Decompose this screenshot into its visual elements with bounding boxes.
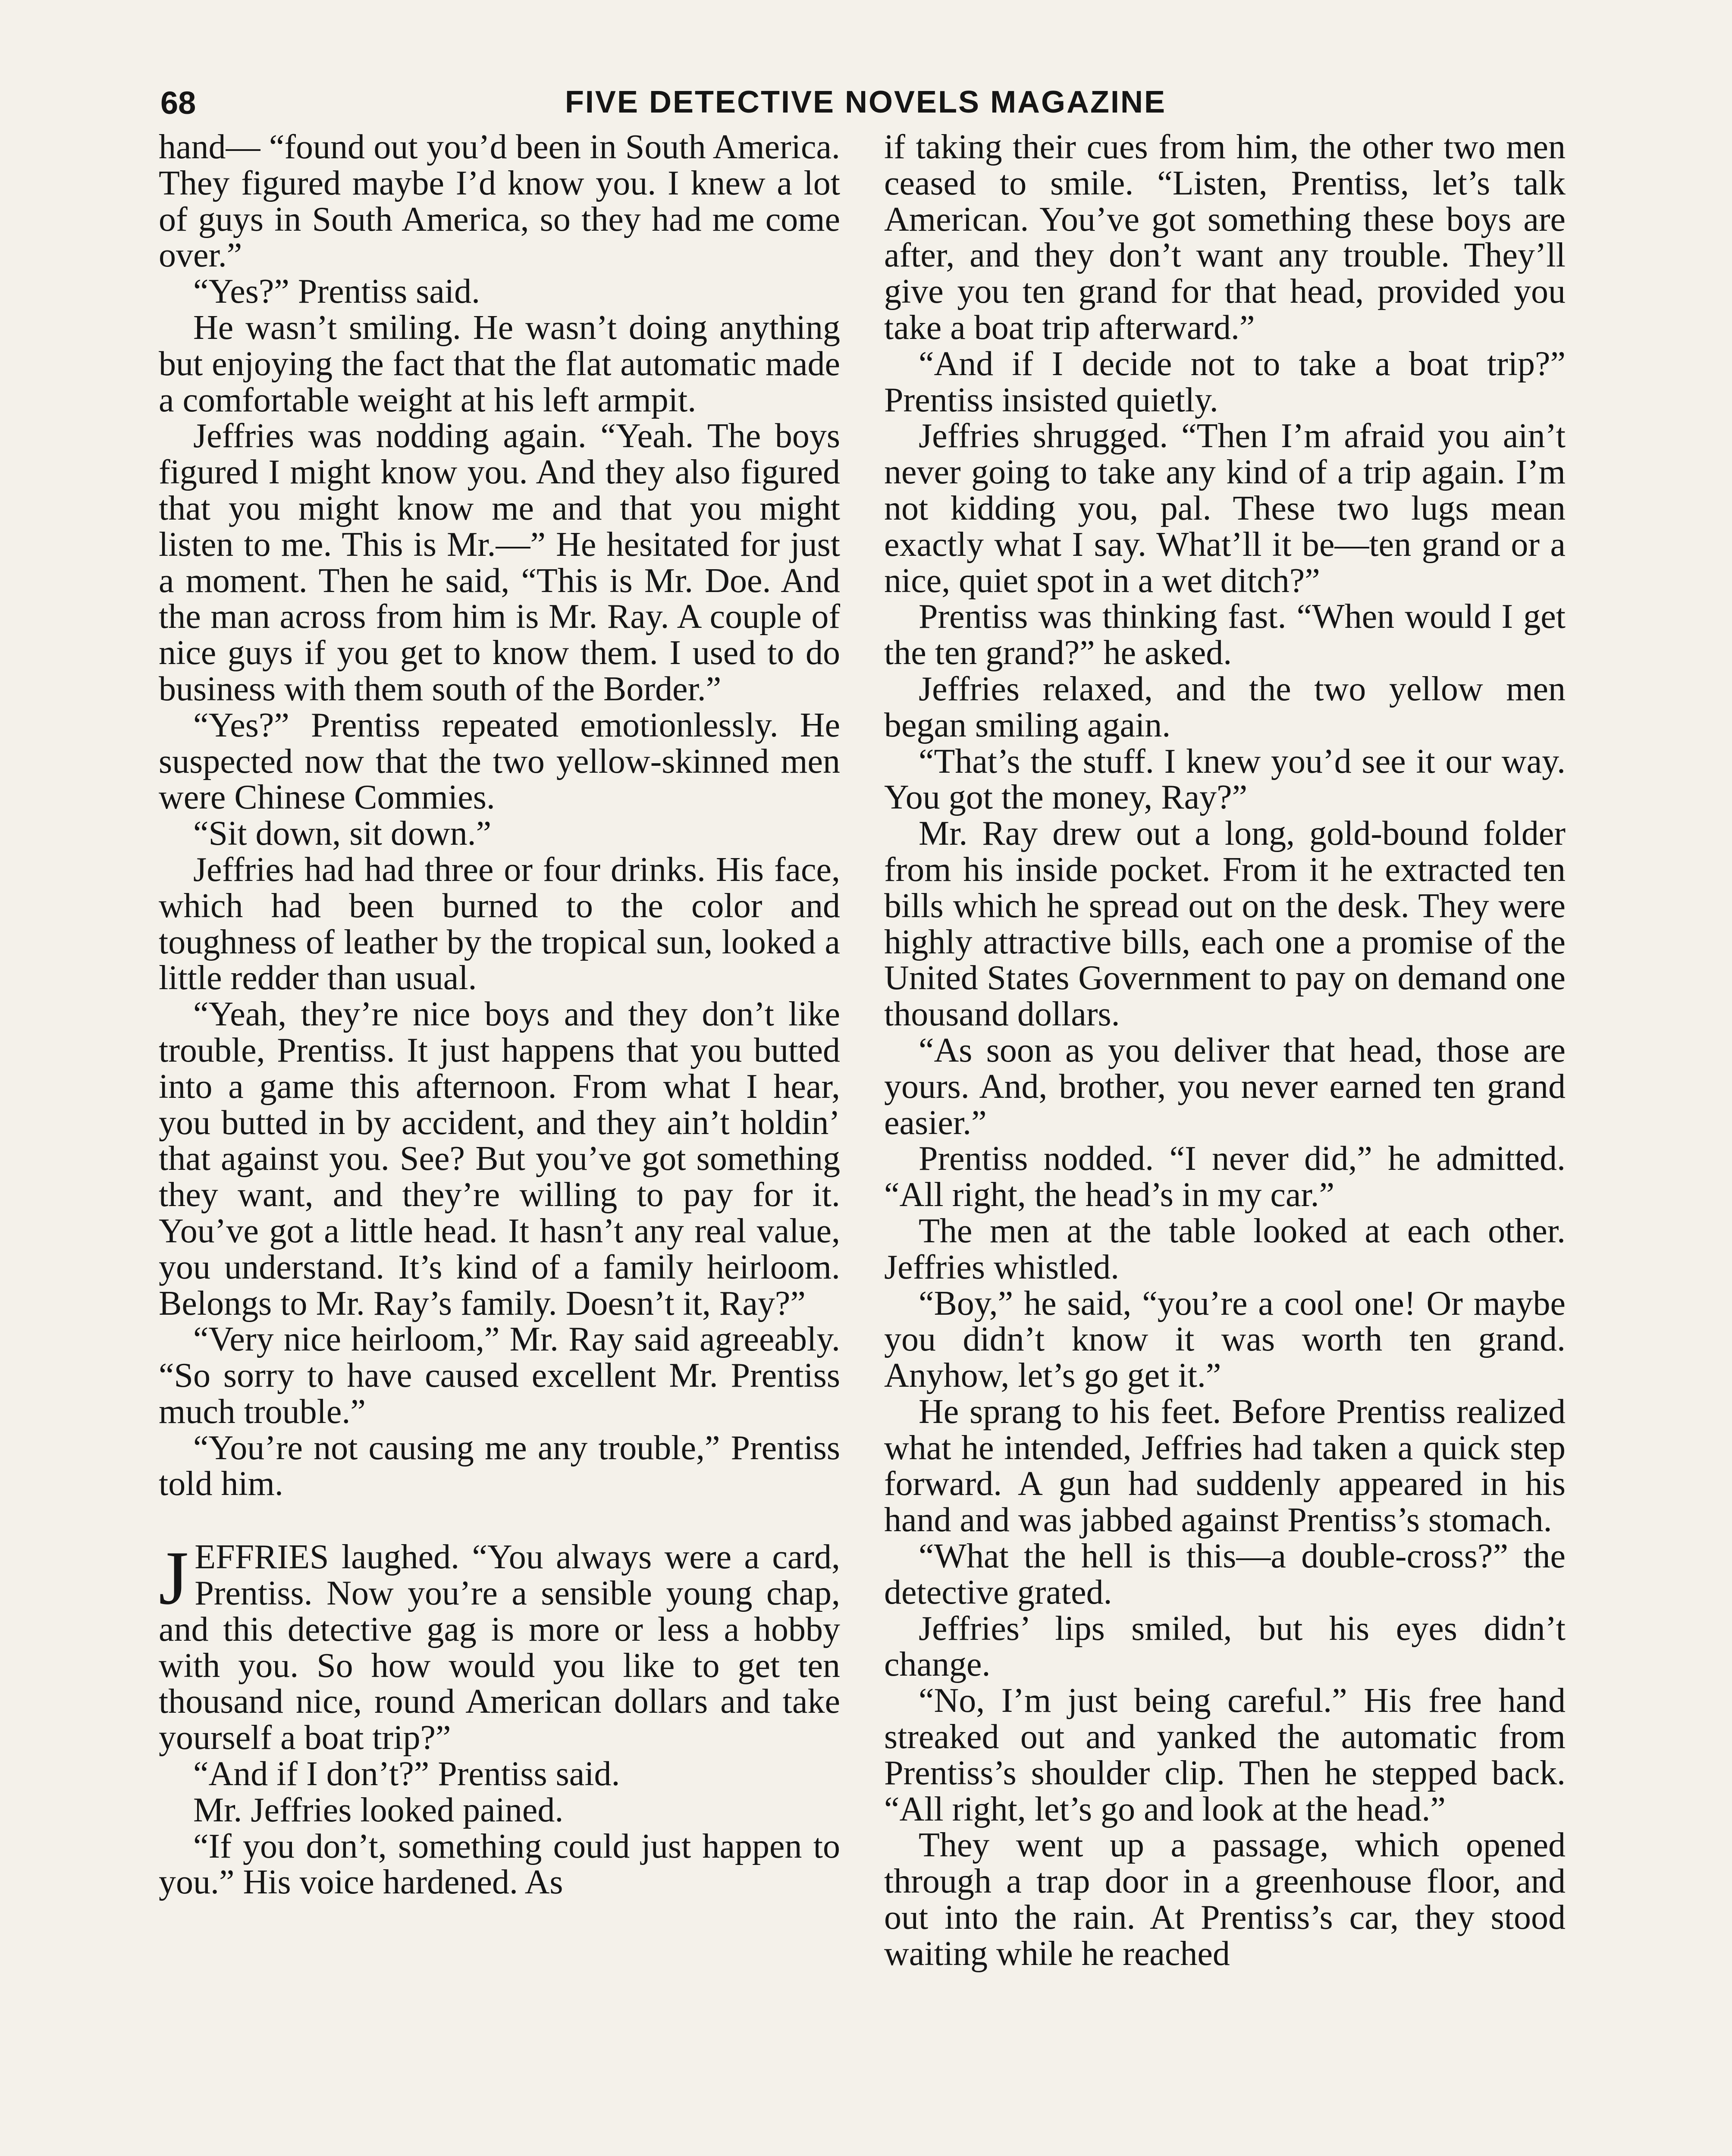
paragraph: hand— “found out you’d been in South America. They figured maybe I’d know you. I knew a lot of guys in South America, so they had me come over.”: [159, 128, 840, 275]
section-break: [159, 1502, 840, 1539]
paragraph: “And if I decide not to take a boat trip?” Prentiss insisted quietly.: [884, 345, 1566, 419]
paragraph: “If you don’t, something could just happen to you.” His voice hardened. As: [159, 1827, 840, 1902]
paragraph: Jeffries was nodding again. “Yeah. The boys figured I might know you. And they also figured that you might know me and that you might listen to me. This is Mr.—” He hesitated for just a moment. Then he said, “This is Mr. Doe. And the man across from him is Mr. Ray. A couple of nice guys if you get to know them. I used to do business with them south of the Border.”: [159, 417, 840, 708]
paragraph: He sprang to his feet. Before Prentiss realized what he intended, Jeffries had taken a quick step forward. A gun had suddenly appeared in his hand and was jabbed against Prentiss’s stomach.: [884, 1392, 1566, 1539]
paragraph: “You’re not causing me any trouble,” Prentiss told him.: [159, 1429, 840, 1503]
paragraph: “Yeah, they’re nice boys and they don’t like trouble, Prentiss. It just happens that you butted into a game this afternoon. From what I hear, you butted in by accident, and they ain’t holdin’ that against you. See? But you’ve got something they want, and they’re willing to pay for it. You’ve got a little head. It hasn’t any real value, you understand. It’s kind of a family heirloom. Belongs to Mr. Ray’s family. Doesn’t it, Ray?”: [159, 995, 840, 1322]
paragraph: He wasn’t smiling. He wasn’t doing anything but enjoying the fact that the flat automatic made a comfortable weight at his left armpit.: [159, 308, 840, 419]
paragraph: Jeffries shrugged. “Then I’m afraid you ain’t never going to take any kind of a trip again. I’m not kidding you, pal. These two lugs mean exactly what I say. What’ll it be—ten grand or a nice, quiet spot in a wet ditch?”: [884, 417, 1566, 600]
paragraph: “That’s the stuff. I knew you’d see it our way. You got the money, Ray?”: [884, 742, 1566, 817]
paragraph: “As soon as you deliver that head, those are yours. And, brother, you never earned ten grand easier.”: [884, 1031, 1566, 1142]
drop-cap: J: [159, 1535, 189, 1621]
paragraph: The men at the table looked at each other. Jeffries whistled.: [884, 1212, 1566, 1286]
paragraph: Jeffries’ lips smiled, but his eyes didn’t change.: [884, 1609, 1566, 1684]
paragraph: if taking their cues from him, the other two men ceased to smile. “Listen, Prentiss, let’s talk American. You’ve got something these boys are after, and they don’t want any trouble. They’ll give you ten grand for that head, provided you take a boat trip afterward.”: [884, 128, 1566, 347]
paragraph: Mr. Ray drew out a long, gold-bound folder from his inside pocket. From it he extracted ten bills which he spread out on the desk. They were highly attractive bills, each one a promise of the United States Government to pay on demand one thousand dollars.: [884, 815, 1566, 1034]
paragraph: They went up a passage, which opened through a trap door in a greenhouse floor, and out into the rain. At Prentiss’s car, they stood waiting while he reached: [884, 1826, 1566, 1973]
paragraph: “Very nice heirloom,” Mr. Ray said agreeably. “So sorry to have caused excellent Mr. Prentiss much trouble.”: [159, 1320, 840, 1431]
paragraph: “Sit down, sit down.”: [193, 815, 492, 853]
page-header: [160, 85, 1571, 132]
paragraph: Prentiss nodded. “I never did,” he admitted. “All right, the head’s in my car.”: [884, 1140, 1566, 1214]
paragraph: “And if I don’t?” Prentiss said.: [193, 1755, 620, 1793]
section-opening-paragraph: [159, 1535, 840, 1757]
paragraph: “Yes?” Prentiss said.: [193, 273, 480, 311]
page-number: 68: [160, 85, 196, 121]
paragraph: “What the hell is this—a double-cross?” the detective grated.: [884, 1537, 1566, 1611]
left-column: [159, 129, 840, 1901]
paragraph: “Yes?” Prentiss repeated emotionlessly. He suspected now that the two yellow-skinned men were Chinese Commies.: [159, 706, 840, 817]
paragraph: Mr. Jeffries looked pained.: [193, 1791, 564, 1829]
section-opening-text: EFFRIES laughed. “You always were a card, Prentiss. Now you’re a sensible young chap, and this detective gag is more or less a hobby with you. So how would you like to get ten thousand nice, round American dollars and take yourself a boat trip?”: [159, 1538, 840, 1757]
paragraph: “No, I’m just being careful.” His free hand streaked out and yanked the automatic from Prentiss’s shoulder clip. Then he stepped back. “All right, let’s go and look at the head.”: [884, 1682, 1566, 1828]
running-title: FIVE DETECTIVE NOVELS MAGAZINE: [565, 85, 1167, 119]
right-column: [884, 129, 1566, 1972]
paragraph: Jeffries relaxed, and the two yellow men began smiling again.: [884, 670, 1566, 744]
paragraph: Prentiss was thinking fast. “When would I get the ten grand?” he asked.: [884, 598, 1566, 672]
paragraph: Jeffries had had three or four drinks. His face, which had been burned to the color and toughness of leather by the tropical sun, looked a little redder than usual.: [159, 850, 840, 997]
paragraph: “Boy,” he said, “you’re a cool one! Or maybe you didn’t know it was worth ten grand. Anyhow, let’s go get it.”: [884, 1284, 1566, 1395]
